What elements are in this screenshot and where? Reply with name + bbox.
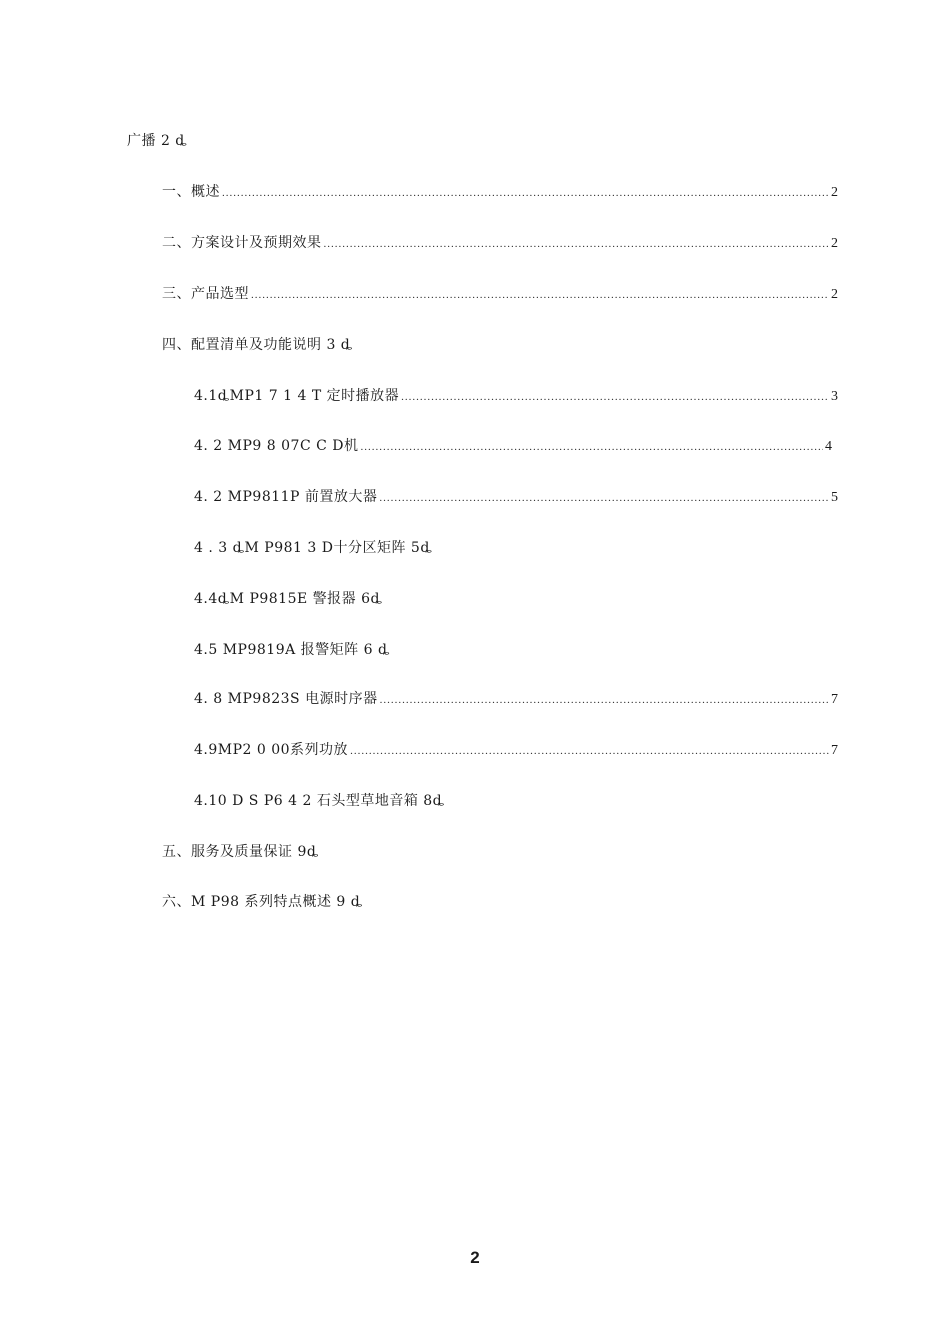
toc-header: 广播 2 ȡ: [127, 133, 188, 149]
toc-entry-4-8[interactable]: [194, 689, 838, 710]
dot-leader: [350, 741, 829, 761]
toc-entry-title: 4.1ȡMP1 7 1 4 T 定时播放器: [194, 388, 400, 404]
toc-entry-4-9[interactable]: [194, 740, 838, 761]
toc-entry-page: 2: [831, 185, 838, 200]
toc-entry-page: 2: [831, 236, 838, 251]
toc-entry-4-4[interactable]: 4.4ȡM P9815E 警报器 6ȡ: [194, 591, 383, 607]
dot-leader: [324, 234, 830, 254]
toc-entry-overview[interactable]: [162, 182, 838, 203]
toc-entry-title: 4. 2 MP9 8 07C C D机: [194, 438, 359, 454]
toc-entry-design[interactable]: [162, 233, 838, 254]
toc-entry-title: 4.9MP2 0 00系列功放: [194, 742, 349, 758]
toc-entry-config[interactable]: 四、配置清单及功能说明 3 ȡ: [162, 337, 353, 353]
toc-entry-page: 4: [825, 439, 832, 454]
toc-entry-page: 7: [831, 743, 838, 758]
toc-entry-4-2-cd[interactable]: [194, 436, 832, 457]
toc-entry-page: 5: [831, 490, 838, 505]
toc-entry-title: 三、产品选型: [162, 286, 249, 302]
toc-entry-title: 一、概述: [162, 184, 220, 200]
dot-leader: [401, 387, 829, 407]
toc-entry-title: 4. 8 MP9823S 电源时序器: [194, 691, 378, 707]
toc-entry-service[interactable]: 五、服务及质量保证 9ȡ: [162, 844, 319, 860]
toc-entry-title: 4. 2 MP9811P 前置放大器: [194, 489, 378, 505]
dot-leader: [379, 488, 829, 508]
dot-leader: [380, 690, 829, 710]
dot-leader: [251, 285, 829, 305]
toc-entry-page: 3: [831, 389, 838, 404]
toc-entry-page: 2: [831, 287, 838, 302]
dot-leader: [222, 183, 829, 203]
toc-entry-4-1[interactable]: [194, 386, 838, 407]
toc-entry-features[interactable]: 六、M P98 系列特点概述 9 ȡ: [162, 894, 363, 910]
toc-entry-4-10[interactable]: 4.10 D S P6 4 2 石头型草地音箱 8ȡ: [194, 793, 445, 809]
page-number: 2: [470, 1248, 480, 1267]
toc-entry-4-3[interactable]: 4 . 3 ȡM P981 3 D十分区矩阵 5ȡ: [194, 540, 433, 556]
toc-entry-selection[interactable]: [162, 284, 838, 305]
dot-leader: [361, 437, 824, 457]
toc-entry-page: 7: [831, 692, 838, 707]
toc-entry-title: 二、方案设计及预期效果: [162, 235, 322, 251]
toc-entry-4-2-preamp[interactable]: [194, 487, 838, 508]
toc-entry-4-5[interactable]: 4.5 MP9819A 报警矩阵 6 ȡ: [194, 642, 390, 658]
